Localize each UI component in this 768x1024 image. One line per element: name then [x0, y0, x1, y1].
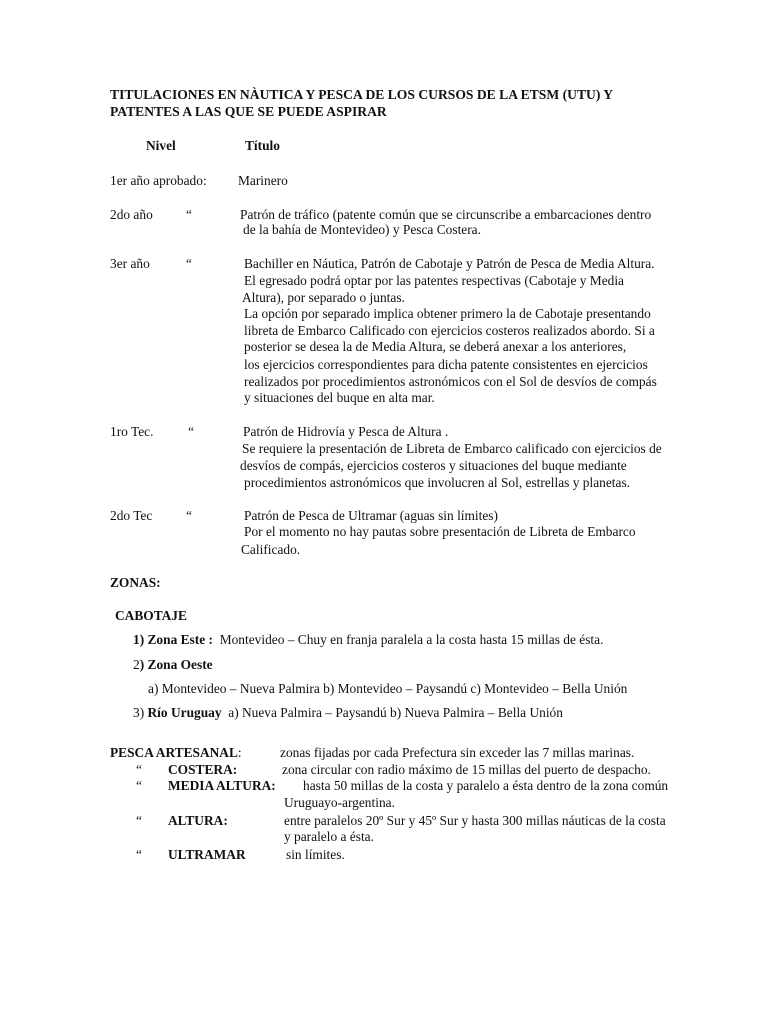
level-title-line: los ejercicios correspondientes para dicha patente consistentes en ejercicios: [244, 357, 648, 372]
level-title-line: El egresado podrá optar por las patentes respectivas (Cabotaje y Media: [244, 273, 625, 288]
pesca-label: [110, 744, 242, 761]
level-label: 1ro Tec.: [110, 424, 154, 439]
zona-rio-uruguay-label: Río Uruguay: [147, 705, 222, 720]
pesca-label: ALTURA:: [168, 813, 228, 828]
zona-este-label: 1) Zona Este :: [133, 632, 213, 647]
level-title-line: Altura), por separado o juntas.: [242, 290, 405, 305]
zona-oeste-label: ) Zona Oeste: [139, 657, 213, 672]
level-title-line: procedimientos astronómicos que involucren al Sol, estrellas y planetas.: [244, 475, 631, 490]
pesca-description-line: entre paralelos 20º Sur y 45º Sur y hasta 300 millas náuticas de la costa: [284, 813, 666, 828]
ditto-mark: “: [136, 762, 142, 777]
pesca-description-line: zonas fijadas por cada Prefectura sin exceder las 7 millas marinas.: [280, 745, 635, 760]
pesca-description-line: zona circular con radio máximo de 15 millas del puerto de despacho.: [282, 762, 651, 777]
pesca-description-line: Uruguayo-argentina.: [284, 795, 395, 810]
pesca-description-line: y paralelo a ésta.: [284, 829, 374, 844]
level-title-line: realizados por procedimientos astronómicos con el Sol de desvíos de compás: [244, 374, 657, 389]
zona-este: [133, 631, 603, 648]
column-header-nivel: Nivel: [146, 138, 176, 153]
zona-este-text: Montevideo – Chuy en franja paralela a la costa hasta 15 millas de ésta.: [219, 632, 604, 647]
level-label: 3er año: [110, 256, 150, 271]
level-title-line: Patrón de tráfico (patente común que se circunscribe a embarcaciones dentro: [240, 207, 652, 222]
level-title-line: Marinero: [238, 173, 288, 188]
ditto-mark: “: [186, 256, 192, 271]
level-title-line: La opción por separado implica obtener primero la de Cabotaje presentando: [244, 306, 651, 321]
ditto-mark: “: [186, 508, 192, 523]
pesca-label-colon: :: [237, 745, 242, 760]
ditto-mark: “: [188, 424, 194, 439]
ditto-mark: “: [136, 847, 142, 862]
ditto-mark: “: [136, 778, 142, 793]
pesca-description-line: hasta 50 millas de la costa y paralelo a ésta dentro de la zona común: [303, 778, 669, 793]
level-label: 2do año: [110, 207, 153, 222]
level-title-line: Bachiller en Náutica, Patrón de Cabotaje y Patrón de Pesca de Media Altura.: [244, 256, 655, 271]
level-title-line: y situaciones del buque en alta mar.: [244, 390, 435, 405]
level-title-line: Por el momento no hay pautas sobre presentación de Libreta de Embarco: [244, 524, 636, 539]
column-header-titulo: Título: [245, 138, 280, 153]
level-title-line: de la bahía de Montevideo) y Pesca Costera.: [243, 222, 481, 237]
level-title-line: posterior se desea la de Media Altura, se deberá anexar a los anteriores,: [244, 339, 627, 354]
zona-rio-uruguay-number: 3): [133, 705, 145, 720]
level-label: 1er año aprobado:: [110, 173, 207, 188]
level-title-line: Se requiere la presentación de Libreta de Embarco calificado con ejercicios de: [242, 441, 662, 456]
pesca-label: ULTRAMAR: [168, 847, 246, 862]
level-title-line: libreta de Embarco Calificado con ejercicios costeros realizados abordo. Si a: [244, 323, 655, 338]
document-title-line-1: TITULACIONES EN NÀUTICA Y PESCA DE LOS CURSOS DE LA ETSM (UTU) Y: [110, 87, 614, 102]
document-title-line-2: PATENTES A LAS QUE SE PUEDE ASPIRAR: [110, 104, 387, 119]
ditto-mark: “: [186, 207, 192, 222]
pesca-label-text: PESCA ARTESANAL: [110, 745, 238, 760]
level-title-line: Patrón de Pesca de Ultramar (aguas sin límites): [244, 508, 498, 523]
level-title-line: desvíos de compás, ejercicios costeros y situaciones del buque mediante: [240, 458, 627, 473]
level-title-line: Calificado.: [241, 542, 301, 557]
pesca-label: COSTERA:: [168, 762, 238, 777]
pesca-description-line: sin límites.: [286, 847, 345, 862]
cabotaje-heading: CABOTAJE: [115, 608, 187, 623]
zona-rio-uruguay: [133, 704, 563, 721]
zona-rio-uruguay-text: a) Nueva Palmira – Paysandú b) Nueva Palmira – Bella Unión: [228, 705, 563, 720]
zonas-heading: ZONAS:: [110, 575, 161, 590]
pesca-label: MEDIA ALTURA:: [168, 778, 276, 793]
zona-oeste-text: a) Montevideo – Nueva Palmira b) Montevideo – Paysandú c) Montevideo – Bella Unión: [148, 681, 628, 696]
zona-oeste-number: 2: [133, 657, 140, 672]
level-label: 2do Tec: [110, 508, 153, 523]
level-title-line: Patrón de Hidrovía y Pesca de Altura .: [243, 424, 449, 439]
zona-oeste: [133, 656, 213, 673]
ditto-mark: “: [136, 813, 142, 828]
